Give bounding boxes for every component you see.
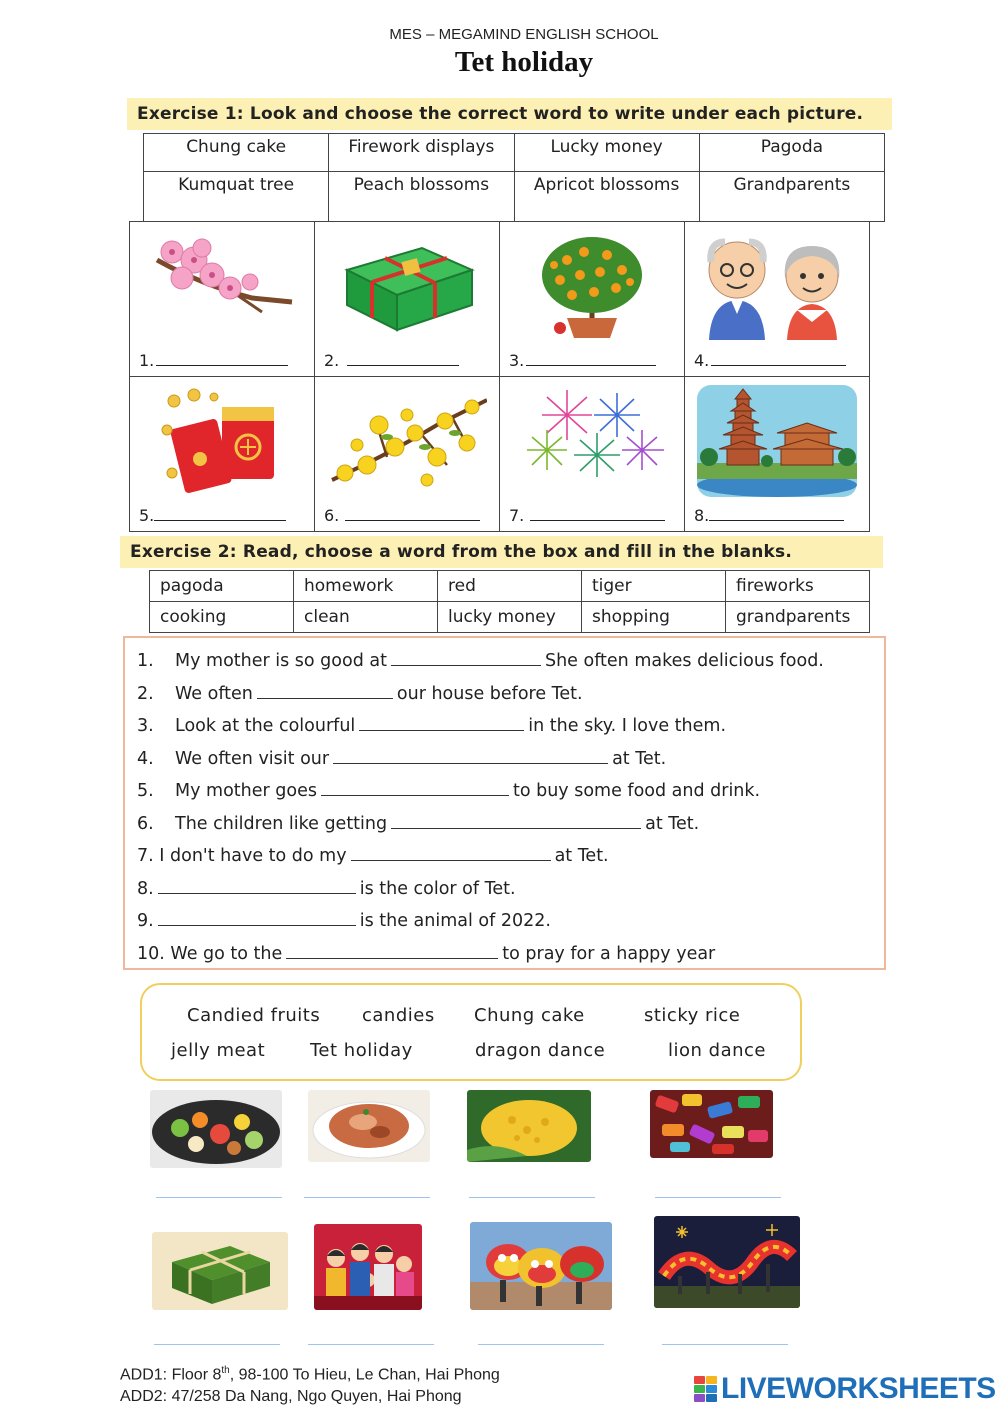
exercise3-word-box	[140, 983, 802, 1081]
peach-blossom-icon	[142, 230, 302, 342]
word-grandparents-2: grandparents	[726, 602, 870, 633]
sentence-number: 9.	[137, 911, 154, 931]
picture-number: 6.	[324, 506, 340, 525]
sentence-3	[137, 713, 824, 746]
page-title: Tet holiday	[454, 46, 594, 78]
word-kumquat-tree: Kumquat tree	[144, 172, 329, 222]
answer-blank-8[interactable]	[694, 506, 844, 525]
word-grandparents: Grandparents	[699, 172, 884, 222]
blank-10[interactable]	[286, 943, 498, 959]
word-sticky-rice: sticky rice	[644, 1005, 741, 1026]
blank-2[interactable]	[257, 683, 393, 699]
answer-blank-5[interactable]	[139, 506, 286, 525]
word-homework: homework	[294, 571, 438, 602]
picture-cell-3	[500, 222, 685, 377]
sentence-number: 8.	[137, 878, 154, 899]
sentence-text-before: We often	[175, 683, 253, 704]
sentence-5	[137, 778, 824, 811]
sentence-10	[137, 941, 824, 974]
grandparents-icon	[697, 230, 857, 342]
sentence-text-after: at Tet.	[645, 813, 700, 834]
sticky-rice-photo	[467, 1090, 591, 1162]
pagoda-icon	[697, 385, 857, 497]
sentence-7	[137, 843, 824, 876]
word-clean: clean	[294, 602, 438, 633]
word-tiger: tiger	[582, 571, 726, 602]
word-shopping: shopping	[582, 602, 726, 633]
sentence-text-after: to buy some food and drink.	[512, 781, 761, 801]
kumquat-tree-icon	[512, 230, 672, 342]
sentence-9	[137, 908, 824, 941]
blank-3[interactable]	[359, 715, 524, 731]
sentence-8	[137, 876, 824, 909]
word-lucky-money-2: lucky money	[438, 602, 582, 633]
photo-answer-line-7[interactable]	[478, 1344, 604, 1345]
picture-cell-5	[130, 377, 315, 532]
blank-9[interactable]	[158, 910, 356, 926]
photo-answer-line-1[interactable]	[156, 1197, 282, 1198]
chung-cake-photo	[152, 1232, 288, 1310]
photo-answer-line-8[interactable]	[662, 1344, 788, 1345]
word-firework-displays: Firework displays	[329, 134, 514, 172]
photo-answer-line-6[interactable]	[308, 1344, 434, 1345]
fireworks-icon	[512, 385, 672, 497]
sentence-number: 2.	[137, 683, 154, 704]
exercise1-picture-grid	[129, 221, 870, 532]
answer-blank-7[interactable]	[509, 506, 665, 525]
sentence-text-before: The children like getting	[175, 813, 388, 834]
picture-number: 4.	[694, 351, 710, 370]
blank-8[interactable]	[158, 878, 356, 894]
photo-answer-line-2[interactable]	[304, 1197, 430, 1198]
blank-4[interactable]	[333, 748, 608, 764]
sentence-text-after: at Tet.	[612, 748, 667, 769]
sentence-text-after: our house before Tet.	[396, 683, 583, 704]
answer-blank-4[interactable]	[694, 351, 846, 370]
picture-number: 5.	[139, 506, 155, 525]
apricot-blossom-icon	[327, 385, 487, 497]
exercise1-word-box	[143, 133, 885, 222]
word-dragon-dance: dragon dance	[475, 1040, 606, 1061]
candied-fruits-photo	[150, 1090, 282, 1168]
picture-number: 1.	[139, 351, 155, 370]
answer-blank-6[interactable]	[324, 506, 480, 525]
sentence-text-before: Look at the colourful	[175, 716, 356, 736]
footer-address	[120, 1360, 500, 1408]
exercise1-instruction: Exercise 1: Look and choose the correct word to write under each picture.	[127, 98, 892, 130]
family-photo	[314, 1224, 422, 1310]
liveworksheets-logo-text: LIVEWORKSHEETS	[721, 1372, 996, 1405]
sentence-text-before: I don't have to do my	[159, 846, 347, 866]
word-lucky-money: Lucky money	[514, 134, 699, 172]
sentence-number: 5.	[137, 781, 154, 801]
picture-cell-4	[685, 222, 870, 377]
picture-number: 7.	[509, 506, 525, 525]
answer-blank-3[interactable]	[509, 351, 656, 370]
word-fireworks: fireworks	[726, 571, 870, 602]
sentence-number: 1.	[137, 651, 154, 671]
word-peach-blossoms: Peach blossoms	[329, 172, 514, 222]
answer-blank-1[interactable]	[139, 351, 288, 370]
liveworksheets-logo-icon	[693, 1374, 719, 1404]
picture-cell-2	[315, 222, 500, 377]
dragon-dance-photo	[654, 1216, 800, 1308]
picture-number: 2.	[324, 351, 340, 370]
sentence-text-after: She often makes delicious food.	[544, 651, 824, 671]
word-apricot-blossoms: Apricot blossoms	[514, 172, 699, 222]
sentence-number: 3.	[137, 716, 154, 736]
picture-cell-6	[315, 377, 500, 532]
word-cooking: cooking	[150, 602, 294, 633]
sentence-text-after: to pray for a happy year	[502, 943, 716, 964]
lion-dance-photo	[470, 1222, 612, 1310]
sentence-number: 10.	[137, 943, 165, 964]
sentence-text-after: is the animal of 2022.	[359, 911, 551, 931]
exercise2-sentences	[123, 636, 886, 970]
picture-cell-7	[500, 377, 685, 532]
lucky-money-icon	[142, 385, 302, 497]
picture-number: 3.	[509, 351, 525, 370]
address-1-rest: , 98-100 To Hieu, Le Chan, Hai Phong	[229, 1366, 500, 1384]
photo-answer-line-5[interactable]	[154, 1344, 280, 1345]
sentence-text-before: We often visit our	[175, 748, 330, 769]
liveworksheets-logo	[693, 1372, 996, 1406]
blank-6[interactable]	[391, 813, 641, 829]
sentence-text-before: My mother is so good at	[175, 651, 387, 671]
sentence-number: 6.	[137, 813, 154, 834]
sentence-number: 7.	[137, 846, 154, 866]
word-pagoda: Pagoda	[699, 134, 884, 172]
sentence-1	[137, 648, 824, 681]
photo-answer-line-3[interactable]	[469, 1197, 595, 1198]
address-1	[120, 1360, 500, 1386]
sentence-text-after: at Tet.	[554, 846, 609, 866]
blank-7[interactable]	[351, 845, 551, 861]
word-chung-cake: Chung cake	[144, 134, 329, 172]
sentence-text-after: in the sky. I love them.	[528, 716, 727, 736]
sentence-text-before: We go to the	[170, 943, 283, 964]
sentence-4	[137, 746, 824, 779]
address-2: ADD2: 47/258 Da Nang, Ngo Quyen, Hai Phong	[120, 1388, 462, 1406]
exercise2-instruction: Exercise 2: Read, choose a word from the box and fill in the blanks.	[120, 536, 883, 568]
sentence-2	[137, 681, 824, 714]
word-chung-cake-3: Chung cake	[474, 1005, 585, 1026]
sentence-text-after: is the color of Tet.	[359, 878, 516, 899]
word-pagoda-2: pagoda	[150, 571, 294, 602]
picture-number: 8.	[694, 506, 710, 525]
jelly-meat-photo	[308, 1090, 430, 1162]
exercise2-word-box	[149, 570, 870, 633]
word-candied-fruits: Candied fruits	[187, 1005, 321, 1026]
school-name: MES – MEGAMIND ENGLISH SCHOOL	[389, 26, 659, 43]
word-lion-dance: lion dance	[668, 1040, 766, 1061]
word-candies: candies	[362, 1005, 435, 1026]
address-1-sup: th	[221, 1365, 230, 1376]
candies-photo	[650, 1090, 773, 1158]
word-jelly-meat: jelly meat	[171, 1040, 266, 1061]
picture-cell-8	[685, 377, 870, 532]
answer-blank-2[interactable]	[324, 351, 459, 370]
blank-5[interactable]	[321, 780, 509, 796]
address-1-prefix: ADD1: Floor 8	[120, 1366, 222, 1384]
chung-cake-icon	[327, 230, 487, 342]
word-red: red	[438, 571, 582, 602]
sentence-number: 4.	[137, 748, 154, 769]
word-tet-holiday: Tet holiday	[310, 1040, 413, 1061]
photo-answer-line-4[interactable]	[655, 1197, 781, 1198]
picture-cell-1	[130, 222, 315, 377]
blank-1[interactable]	[391, 650, 541, 666]
sentence-6	[137, 811, 824, 844]
sentence-text-before: My mother goes	[175, 781, 317, 801]
